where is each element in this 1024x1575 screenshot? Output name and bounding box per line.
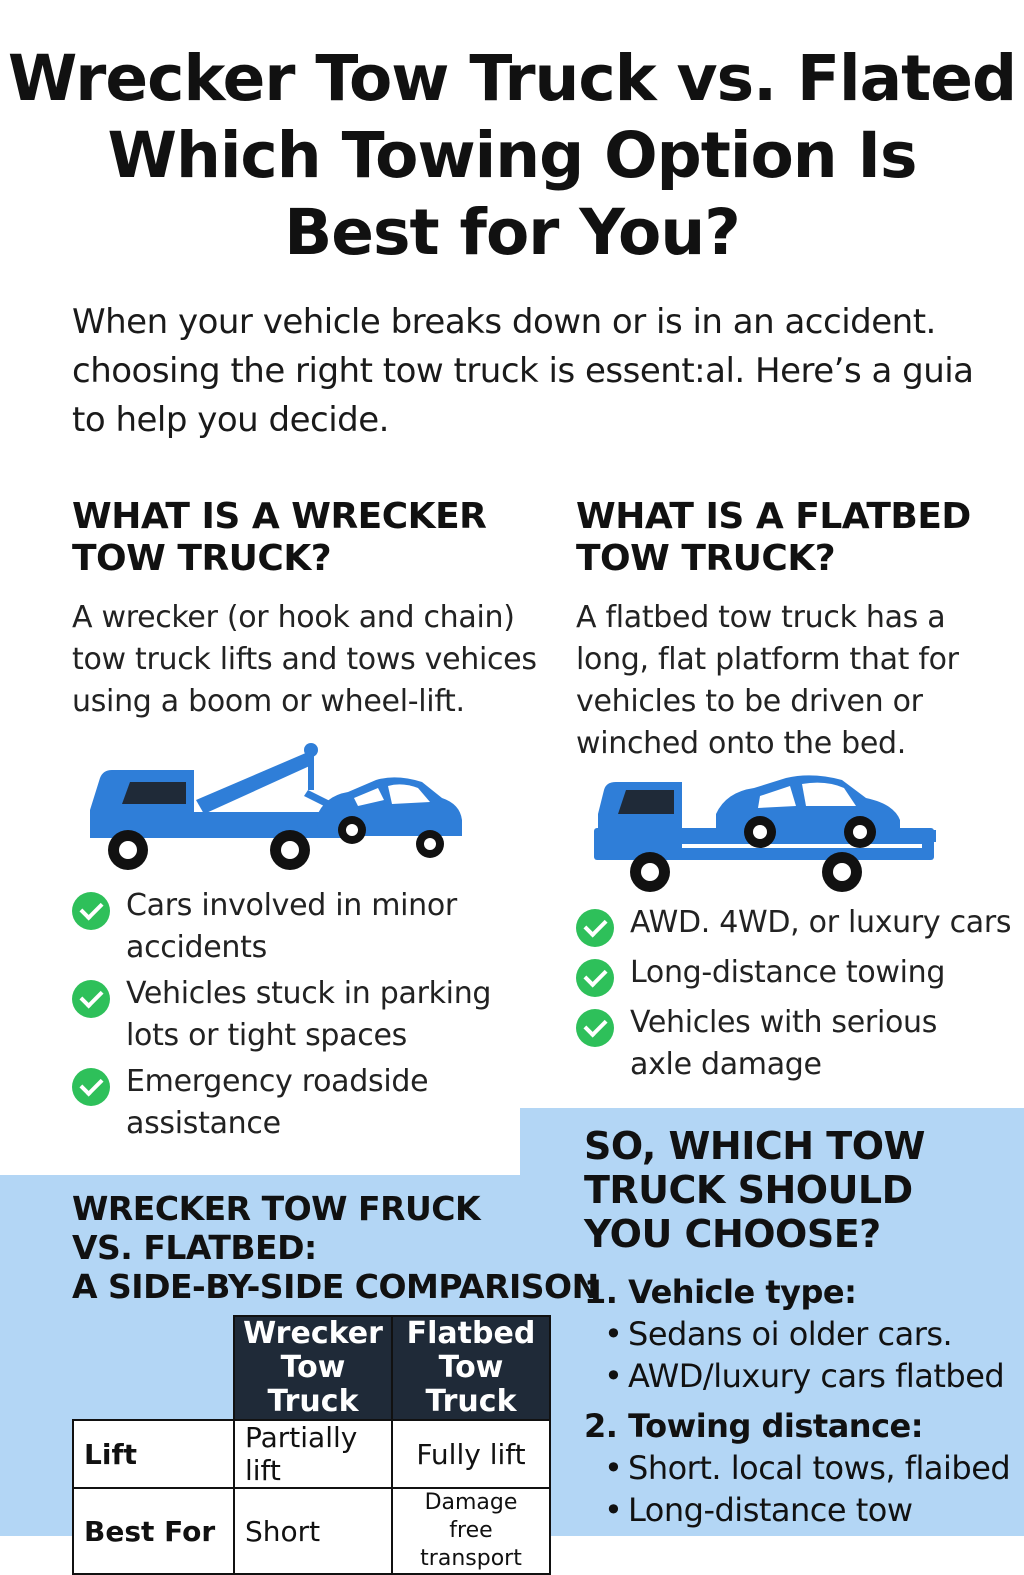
- table-cell-line: transport: [420, 1546, 522, 1571]
- row-label: Lift: [73, 1420, 234, 1488]
- choose-title-line-1: SO, WHICH TOW: [584, 1124, 925, 1168]
- list-item-line: AWD. 4WD, or luxury cars: [630, 905, 1012, 940]
- page-title: [0, 40, 1024, 271]
- list-item: • Sedans oi older cars.: [602, 1313, 1004, 1355]
- flatbed-desc-line-1: A flatbed tow truck has a: [576, 600, 946, 635]
- table-cell: Fully lift: [392, 1420, 550, 1488]
- list-item-line: Cars involved in minor: [126, 888, 457, 923]
- list-item-line: Vehicles stuck in parking: [126, 976, 492, 1011]
- intro-line-2: choosing the right tow truck is essent:al. Here’s a guia: [72, 351, 974, 391]
- column-header-line: Tow Truck: [425, 1350, 517, 1419]
- choose-title-line-2: TRUCK SHOULD: [584, 1168, 913, 1212]
- intro-line-1: When your vehicle breaks down or is in an accident.: [72, 302, 936, 342]
- title-line-2: Which Towing Option Is: [107, 119, 917, 192]
- list-item-line: Emergency roadside: [126, 1064, 429, 1099]
- table-row: [73, 1420, 550, 1488]
- check-icon: [576, 1009, 614, 1047]
- choose-section-heading: 2. Towing distance:: [584, 1407, 924, 1445]
- flatbed-desc-line-3: vehicles to be driven or: [576, 684, 923, 719]
- flatbed-desc-line-4: winched onto the bed.: [576, 726, 906, 761]
- wrecker-tow-truck-illustration: [86, 740, 476, 875]
- check-icon: [72, 980, 110, 1018]
- list-item: • AWD/luxury cars flatbed: [602, 1355, 1004, 1397]
- list-item: [576, 902, 1016, 944]
- comparison-title: [72, 1189, 599, 1306]
- list-item: [72, 1061, 502, 1145]
- comparison-title-line-1: WRECKER TOW FRUCK: [72, 1189, 481, 1228]
- choose-bullet-list: [602, 1447, 1010, 1531]
- title-line-3: Best for You?: [284, 196, 740, 269]
- column-header-line: Tow Truck: [267, 1350, 359, 1419]
- check-icon: [72, 892, 110, 930]
- list-item-line: Vehicles with serious: [630, 1005, 938, 1040]
- list-item: • Long-distance tow: [602, 1489, 1010, 1531]
- wrecker-desc-line-2: tow truck lifts and tows vehices: [72, 642, 537, 677]
- table-cell: Short: [234, 1488, 392, 1574]
- list-item-line: assistance: [126, 1106, 281, 1141]
- comparison-title-line-2: VS. FLATBED:: [72, 1228, 317, 1267]
- wrecker-description: [72, 597, 537, 723]
- wrecker-desc-line-3: using a boom or wheel-lift.: [72, 684, 465, 719]
- flatbed-heading-line-2: TOW TRUCK?: [576, 538, 836, 579]
- check-icon: [576, 909, 614, 947]
- choose-section-heading: 1. Vehicle type:: [584, 1273, 857, 1311]
- check-icon: [576, 959, 614, 997]
- choose-title-line-3: YOU CHOOSE?: [584, 1212, 881, 1256]
- list-item: [576, 952, 1016, 994]
- flatbed-heading-line-1: WHAT IS A FLATBED: [576, 496, 971, 537]
- column-header-line: Wrecker: [243, 1316, 383, 1351]
- list-item-line: accidents: [126, 930, 267, 965]
- wrecker-heading-line-1: WHAT IS A WRECKER: [72, 496, 487, 537]
- choose-bullet-list: [602, 1313, 1004, 1397]
- column-header-wrecker: [234, 1316, 392, 1420]
- table-corner: [73, 1316, 234, 1420]
- intro-paragraph: [72, 298, 972, 445]
- wrecker-heading: [72, 496, 486, 580]
- column-header-flatbed: [392, 1316, 550, 1420]
- title-line-1: Wrecker Tow Truck vs. Flated: [7, 42, 1017, 115]
- list-item-line: axle damage: [630, 1047, 822, 1082]
- flatbed-heading: [576, 496, 971, 580]
- flatbed-description: [576, 597, 959, 765]
- wrecker-use-list: [72, 885, 502, 1145]
- wrecker-heading-line-2: TOW TRUCK?: [72, 538, 332, 579]
- list-item: • Short. local tows, flaibed: [602, 1447, 1010, 1489]
- list-item-line: lots or tight spaces: [126, 1018, 407, 1053]
- list-item: [72, 973, 502, 1057]
- row-label: Best For: [73, 1488, 234, 1574]
- flatbed-use-list: [576, 902, 1016, 1086]
- list-item-line: Long-distance towing: [630, 955, 946, 990]
- wrecker-desc-line-1: A wrecker (or hook and chain): [72, 600, 515, 635]
- list-item: [72, 885, 502, 969]
- table-cell: [392, 1488, 550, 1574]
- choose-title: [584, 1124, 925, 1256]
- table-header-row: [73, 1316, 550, 1420]
- column-header-line: Flatbed: [406, 1316, 536, 1351]
- table-row: [73, 1488, 550, 1574]
- table-cell-line: Damage free: [424, 1490, 518, 1543]
- intro-line-3: to help you decide.: [72, 400, 389, 440]
- comparison-title-line-3: A SIDE-BY-SIDE COMPARISON: [72, 1267, 599, 1306]
- flatbed-desc-line-2: long, flat platform that for: [576, 642, 959, 677]
- flatbed-tow-truck-illustration: [590, 770, 940, 895]
- comparison-table: [72, 1315, 551, 1575]
- list-item: [576, 1002, 1016, 1086]
- table-cell: Partially lift: [234, 1420, 392, 1488]
- check-icon: [72, 1068, 110, 1106]
